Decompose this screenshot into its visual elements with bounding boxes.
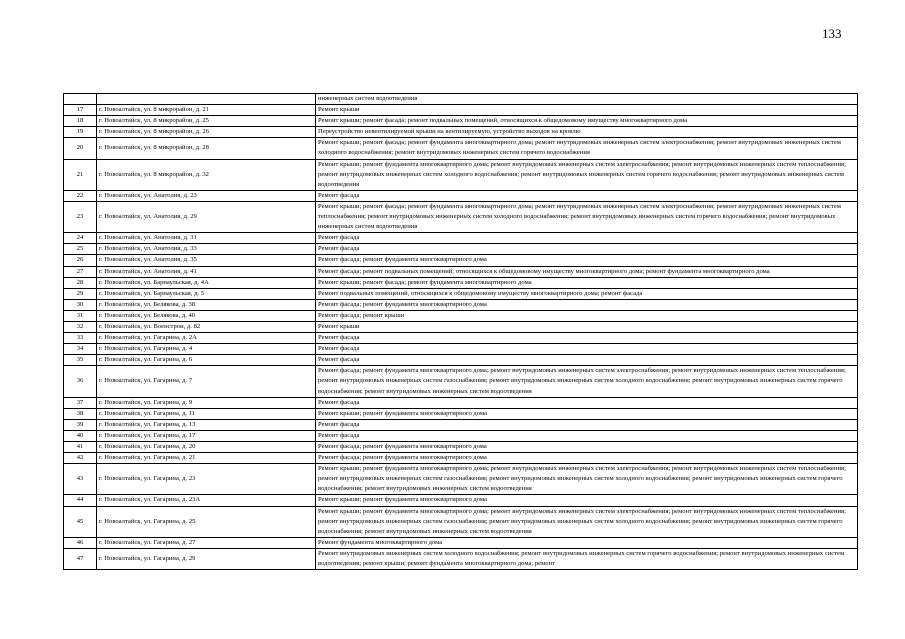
works-cell: Ремонт фасада [316, 355, 858, 366]
address-cell: г. Новоалтайск, ул. Барнаульская, д. 4А [97, 277, 316, 288]
address-cell: г. Новоалтайск, ул. Гагарина, д. 6 [97, 355, 316, 366]
address-cell: г. Новоалтайск, ул. Гагарина, д. 17 [97, 430, 316, 441]
works-cell: Ремонт крыши; ремонт фундамента многоквартирного дома; ремонт внутридомовых инженерных систем электроснабжения; ремонт внутридомовых инженерных систем теплоснабжения; ремонт внутридомовых инженерных систем газоснабжения; ремонт внутридомовых инженерных систем холодного водоснабжения; ремонт внутридомовых инженерных систем горячего водоснабжения; ремонт внутридомовых инженерных систем водоотведения [316, 464, 858, 495]
table-row [64, 321, 858, 332]
row-number-cell: 28 [64, 277, 97, 288]
works-cell: Ремонт крыши; ремонт фасада; ремонт фундамента многоквартирного дома [316, 277, 858, 288]
table-row [64, 548, 858, 569]
table-row [64, 277, 858, 288]
works-cell: Ремонт фасада; ремонт фундамента многоквартирного дома [316, 299, 858, 310]
address-cell: г. Новоалтайск, ул. Белякова, д. 40 [97, 310, 316, 321]
works-cell: Ремонт крыши; ремонт фасада; ремонт фундамента многоквартирного дома; ремонт внутридомовых инженерных систем электроснабжения; ремонт внутридомовых инженерных систем холодного водоснабжения; ремонт внутридомовых инженерных систем горячего водоснабжения [316, 138, 858, 159]
row-number-cell: 25 [64, 244, 97, 255]
table-row [64, 266, 858, 277]
row-number-cell: 42 [64, 453, 97, 464]
row-number-cell: 45 [64, 506, 97, 537]
row-number-cell: 44 [64, 495, 97, 506]
address-cell: г. Новоалтайск, ул. Гагарина, д. 20 [97, 442, 316, 453]
table-row [64, 408, 858, 419]
table-row [64, 506, 858, 537]
works-cell: Ремонт подвальных помещений, относящихся к общедомовому имуществу многоквартирного дома; ремонт фасада [316, 288, 858, 299]
address-cell: г. Новоалтайск, ул. Анатолия, д. 41 [97, 266, 316, 277]
address-cell: г. Новоалтайск, ул. Анатолия, д. 31 [97, 233, 316, 244]
works-cell: Ремонт фасада; ремонт крыши [316, 310, 858, 321]
works-cell: Ремонт фасада [316, 397, 858, 408]
repair-works-table [63, 93, 858, 570]
continuation-works-cell: инженерных систем водоотведения [316, 94, 858, 105]
table-row [64, 355, 858, 366]
works-cell: Ремонт крыши; ремонт фундамента многоквартирного дома [316, 495, 858, 506]
row-number-cell: 22 [64, 190, 97, 201]
table-row [64, 310, 858, 321]
row-number-cell: 19 [64, 127, 97, 138]
table-row [64, 453, 858, 464]
works-cell: Ремонт фасада [316, 244, 858, 255]
table-row [64, 299, 858, 310]
works-cell: Ремонт крыши [316, 105, 858, 116]
works-cell: Ремонт крыши; ремонт фасада; ремонт фундамента многоквартирного дома; ремонт внутридомовых инженерных систем электроснабжения; ремонт внутридомовых инженерных систем теплоснабжения; ремонт внутридомовых инженерных систем холодного водоснабжения; ремонт внутридомовых инженерных систем горячего водоснабжения; ремонт внутридомовых инженерных систем водоотведения [316, 201, 858, 232]
row-number-cell: 37 [64, 397, 97, 408]
table-row [64, 255, 858, 266]
address-cell: г. Новоалтайск, ул. Гагарина, д. 2А [97, 333, 316, 344]
row-number-cell: 47 [64, 548, 97, 569]
table-row [64, 201, 858, 232]
table-row [64, 442, 858, 453]
continuation-row [64, 94, 858, 105]
table-row [64, 190, 858, 201]
address-cell: г. Новоалтайск, ул. Гагарина, д. 13 [97, 419, 316, 430]
table-row [64, 233, 858, 244]
address-cell: г. Новоалтайск, ул. 8 микрорайон, д. 21 [97, 105, 316, 116]
row-number-cell: 39 [64, 419, 97, 430]
address-cell: г. Новоалтайск, ул. Барнаульская, д. 5 [97, 288, 316, 299]
address-cell: г. Новоалтайск, ул. Анатолия, д. 33 [97, 244, 316, 255]
address-cell: г. Новоалтайск, ул. Военстрои, д. 82 [97, 321, 316, 332]
continuation-num-cell [64, 94, 97, 105]
row-number-cell: 31 [64, 310, 97, 321]
table-row [64, 127, 858, 138]
continuation-address-cell [97, 94, 316, 105]
address-cell: г. Новоалтайск, ул. Гагарина, д. 11 [97, 408, 316, 419]
row-number-cell: 24 [64, 233, 97, 244]
row-number-cell: 33 [64, 333, 97, 344]
table-row [64, 537, 858, 548]
table-row [64, 464, 858, 495]
row-number-cell: 40 [64, 430, 97, 441]
works-cell: Ремонт фасада; ремонт фундамента многоквартирного дома [316, 255, 858, 266]
row-number-cell: 17 [64, 105, 97, 116]
address-cell: г. Новоалтайск, ул. Гагарина, д. 23 [97, 464, 316, 495]
table-row [64, 288, 858, 299]
works-cell: Ремонт внутридомовых инженерных систем холодного водоснабжения; ремонт внутридомовых инженерных систем горячего водоснабжения; ремонт внутридомовых инженерных систем водоотведения; ремонт крыши; ремонт фундамента многоквартирного дома; ремонт [316, 548, 858, 569]
works-cell: Ремонт фасада [316, 190, 858, 201]
row-number-cell: 36 [64, 366, 97, 397]
address-cell: г. Новоалтайск, ул. Анатолия, д. 35 [97, 255, 316, 266]
address-cell: г. Новоалтайск, ул. 8 микрорайон, д. 25 [97, 116, 316, 127]
works-cell: Ремонт крыши; ремонт фундамента многоквартирного дома [316, 408, 858, 419]
row-number-cell: 18 [64, 116, 97, 127]
address-cell: г. Новоалтайск, ул. 8 микрорайон, д. 28 [97, 138, 316, 159]
address-cell: г. Новоалтайск, ул. Гагарина, д. 7 [97, 366, 316, 397]
row-number-cell: 35 [64, 355, 97, 366]
page-number: 133 [822, 26, 842, 41]
address-cell: г. Новоалтайск, ул. Анатолия, д. 23 [97, 190, 316, 201]
row-number-cell: 29 [64, 288, 97, 299]
table-row [64, 333, 858, 344]
works-cell: Ремонт фасада [316, 430, 858, 441]
table-row [64, 138, 858, 159]
row-number-cell: 27 [64, 266, 97, 277]
address-cell: г. Новоалтайск, ул. Гагарина, д. 27 [97, 537, 316, 548]
works-cell: Ремонт фасада [316, 419, 858, 430]
works-cell: Ремонт фасада [316, 233, 858, 244]
works-cell: Ремонт фасада; ремонт фундамента многоквартирного дома [316, 442, 858, 453]
table-row [64, 116, 858, 127]
works-cell: Ремонт крыши [316, 321, 858, 332]
table-row [64, 366, 858, 397]
address-cell: г. Новоалтайск, ул. 8 микрорайон, д. 26 [97, 127, 316, 138]
works-cell: Ремонт крыши; ремонт фасада; ремонт подвальных помещений, относящихся к общедомовому имуществу многоквартирного дома [316, 116, 858, 127]
row-number-cell: 23 [64, 201, 97, 232]
row-number-cell: 21 [64, 159, 97, 190]
row-number-cell: 20 [64, 138, 97, 159]
address-cell: г. Новоалтайск, ул. Гагарина, д. 29 [97, 548, 316, 569]
works-cell: Ремонт фасада; ремонт подвальных помещений, относящихся к общедомовому имуществу многоквартирного дома; ремонт фундамента многоквартирного дома [316, 266, 858, 277]
table-row [64, 419, 858, 430]
table-row [64, 344, 858, 355]
works-cell: Ремонт фасада; ремонт фундамента многоквартирного дома; ремонт внутридомовых инженерных систем электроснабжения; ремонт внутридомовых инженерных систем теплоснабжения; ремонт внутридомовых инженерных систем газоснабжения; ремонт внутридомовых инженерных систем холодного водоснабжения; ремонт внутридомовых инженерных систем горячего водоснабжения; ремонт внутридомовых инженерных систем водоотведения [316, 366, 858, 397]
works-cell: Ремонт фасада [316, 344, 858, 355]
works-cell: Ремонт фасада [316, 333, 858, 344]
address-cell: г. Новоалтайск, ул. 8 микрорайон, д. 32 [97, 159, 316, 190]
row-number-cell: 46 [64, 537, 97, 548]
works-cell: Ремонт крыши; ремонт фундамента многоквартирного дома; ремонт внутридомовых инженерных систем электроснабжения; ремонт внутридомовых инженерных систем теплоснабжения; ремонт внутридомовых инженерных систем газоснабжения; ремонт внутридомовых инженерных систем холодного водоснабжения; ремонт внутридомовых инженерных систем горячего водоснабжения; ремонт внутридомовых инженерных систем водоотведения [316, 506, 858, 537]
row-number-cell: 38 [64, 408, 97, 419]
table-row [64, 159, 858, 190]
works-cell: Ремонт фасада; ремонт фундамента многоквартирного дома [316, 453, 858, 464]
row-number-cell: 32 [64, 321, 97, 332]
address-cell: г. Новоалтайск, ул. Гагарина, д. 25 [97, 506, 316, 537]
works-cell: Переустройство невентилируемой крыши на вентилируемую, устройство выходов на кровлю [316, 127, 858, 138]
works-cell: Ремонт крыши; ремонт фундамента многоквартирного дома; ремонт внутридомовых инженерных систем электроснабжения; ремонт внутридомовых инженерных систем теплоснабжения; ремонт внутридомовых инженерных систем холодного водоснабжения; ремонт внутридомовых инженерных систем горячего водоснабжения; ремонт внутридомовых инженерных систем водоотведения [316, 159, 858, 190]
address-cell: г. Новоалтайск, ул. Анатолия, д. 29 [97, 201, 316, 232]
table-row [64, 430, 858, 441]
row-number-cell: 34 [64, 344, 97, 355]
row-number-cell: 41 [64, 442, 97, 453]
table-body [64, 94, 858, 570]
works-cell: Ремонт фундамента многоквартирного дома [316, 537, 858, 548]
table-row [64, 105, 858, 116]
table-row [64, 244, 858, 255]
table-row [64, 397, 858, 408]
address-cell: г. Новоалтайск, ул. Гагарина, д. 21 [97, 453, 316, 464]
address-cell: г. Новоалтайск, ул. Гагарина, д. 9 [97, 397, 316, 408]
row-number-cell: 43 [64, 464, 97, 495]
address-cell: г. Новоалтайск, ул. Белякова, д. 38 [97, 299, 316, 310]
table-row [64, 495, 858, 506]
row-number-cell: 26 [64, 255, 97, 266]
address-cell: г. Новоалтайск, ул. Гагарина, д. 23А [97, 495, 316, 506]
address-cell: г. Новоалтайск, ул. Гагарина, д. 4 [97, 344, 316, 355]
row-number-cell: 30 [64, 299, 97, 310]
